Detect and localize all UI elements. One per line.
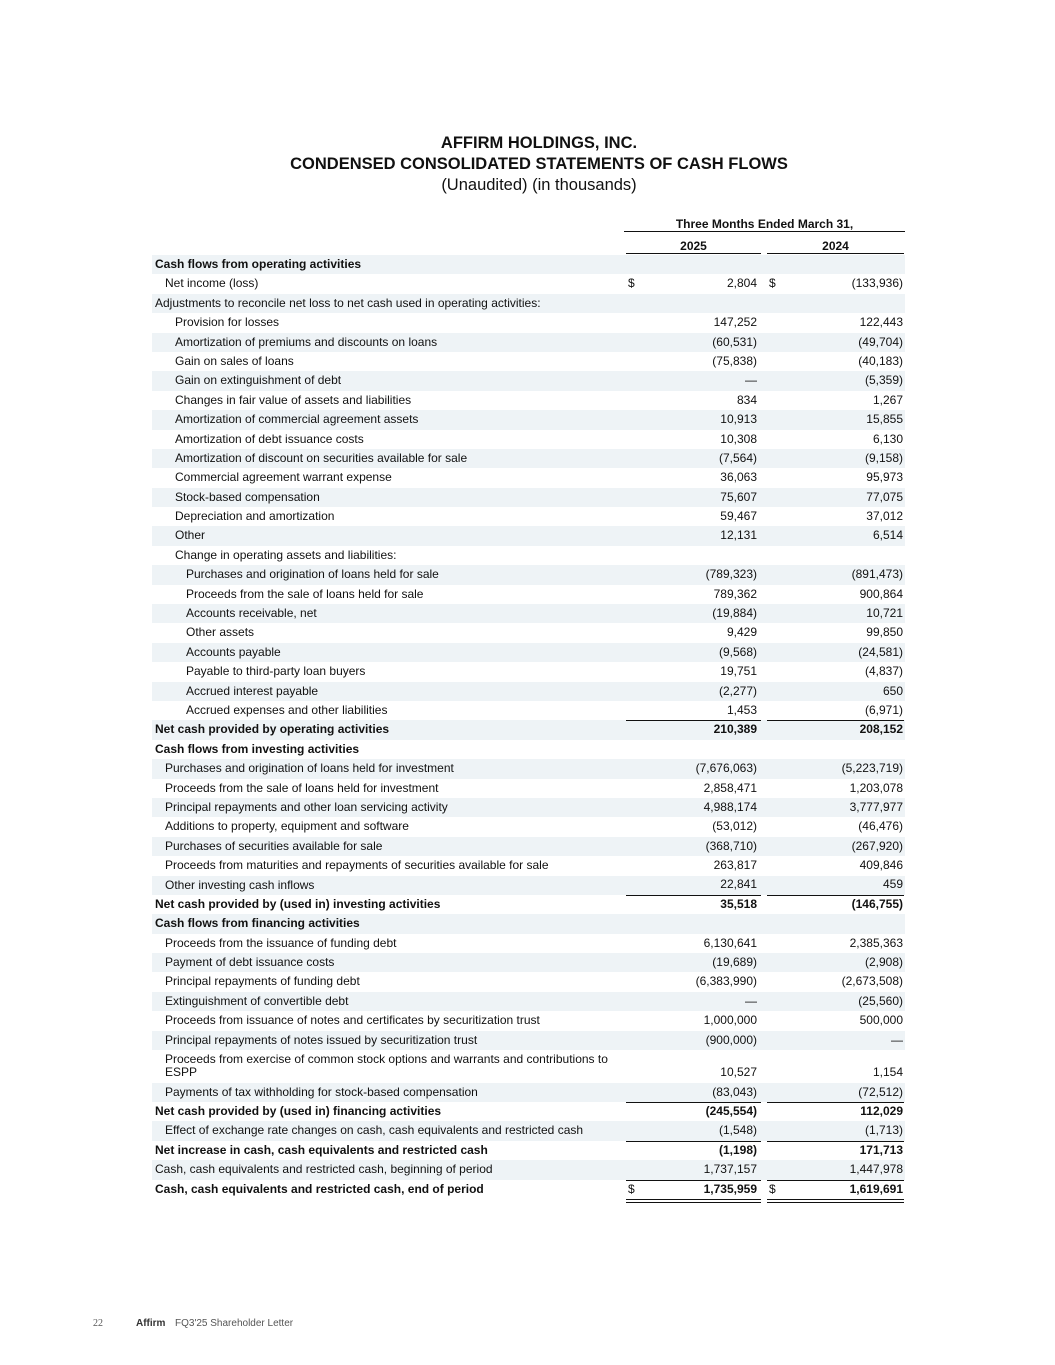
value-2025: — [745,373,757,388]
value-2024: 1,203,078 [849,780,903,795]
row-label: Amortization of premiums and discounts on loans [175,334,438,349]
value-2024: 1,154 [872,1065,903,1080]
total-double-rule [626,1199,761,1203]
value-2025: (6,383,990) [695,974,757,989]
value-2024: 409,846 [859,858,903,873]
footer-document-title: FQ3'25 Shareholder Letter [175,1318,294,1329]
row-label: Other investing cash inflows [165,877,315,892]
value-2025: (7,676,063) [695,761,757,776]
period-header-rule [624,231,905,232]
value-2025: 35,518 [720,896,757,911]
value-2024: 1,619,691 [849,1181,903,1196]
value-2024: 459 [882,877,903,892]
row-label: Additions to property, equipment and software [165,819,409,834]
dollar-sign: $ [628,1181,635,1196]
table-row [152,662,905,681]
table-row [152,430,905,449]
table-row [152,972,905,991]
table-row [152,1011,905,1030]
table-row [152,817,905,836]
value-2024: 37,012 [866,509,903,524]
value-2025: (2,277) [718,683,757,698]
row-label: Adjustments to reconcile net loss to net cash used in operating activities: [155,295,541,310]
value-2025: 19,751 [720,664,757,679]
table-row [152,720,905,739]
table-row [152,837,905,856]
value-2025: 4,988,174 [703,799,757,814]
table-row [152,565,905,584]
value-2024: 900,864 [859,586,903,601]
row-label: Commercial agreement warrant expense [175,470,392,485]
value-2024: 10,721 [866,606,903,621]
value-2025: 210,389 [713,722,757,737]
row-label: Principal repayments of notes issued by securitization trust [165,1032,478,1047]
value-2024: (46,476) [858,819,903,834]
table-row [152,779,905,798]
row-label: Net cash provided by (used in) financing activities [155,1104,442,1118]
value-2025: (9,568) [718,644,757,659]
value-2025: (7,564) [718,450,757,465]
year-2024-header: 2024 [822,239,849,253]
value-2025: 59,467 [720,509,757,524]
row-label: Other assets [186,625,255,640]
table-row [152,488,905,507]
row-label: Net cash provided by operating activities [155,722,390,737]
value-2024: (2,673,508) [841,974,903,989]
value-2024: (40,183) [858,353,903,368]
value-2025: 2,804 [726,276,757,291]
row-label: Cash, cash equivalents and restricted cash, beginning of period [155,1162,493,1177]
table-row [152,953,905,972]
row-label: Payments of tax withholding for stock-based compensation [165,1084,478,1099]
value-2024: 208,152 [859,722,903,737]
statement-subtitle: (Unaudited) (in thousands) [441,176,637,194]
table-row [152,876,905,895]
table-row [152,507,905,526]
table-row [152,856,905,875]
table-row [152,934,905,953]
value-2024: 650 [882,683,903,698]
table-row [152,1031,905,1050]
row-label: Effect of exchange rate changes on cash, cash equivalents and restricted cash [165,1123,584,1138]
total-double-rule [767,1199,904,1203]
table-row [152,371,905,390]
value-2024: 500,000 [859,1013,903,1028]
value-2025: 1,737,157 [703,1162,757,1177]
value-2024: (24,581) [858,644,903,659]
value-2024: 15,855 [866,412,903,427]
value-2025: 75,607 [720,489,757,504]
row-label: Cash flows from investing activities [155,741,360,756]
cash-flow-table [152,255,905,1199]
row-label: Accounts receivable, net [186,606,317,621]
value-2025: (1,548) [718,1123,757,1138]
row-label: Payment of debt issuance costs [165,955,335,970]
row-label: Gain on sales of loans [175,353,294,368]
table-row [152,274,905,293]
table-row [152,313,905,332]
row-label: Cash flows from financing activities [155,916,360,931]
value-2024: 6,130 [872,431,903,446]
company-name: AFFIRM HOLDINGS, INC. [440,134,638,152]
year-2025-rule [626,253,761,254]
row-label: Other [175,528,206,543]
value-2025: (19,884) [712,606,757,621]
table-row [152,468,905,487]
value-2025: (83,043) [712,1084,757,1099]
value-2025: 22,841 [720,877,757,892]
row-label: Proceeds from the issuance of funding debt [165,935,397,950]
year-2025-header: 2025 [680,239,707,253]
table-row [152,255,905,274]
table-row [152,1102,905,1121]
row-label: Changes in fair value of assets and liabilities [175,392,412,407]
table-row [152,546,905,565]
row-label: Gain on extinguishment of debt [175,373,342,388]
table-row [152,604,905,623]
page-number: 22 [93,1318,103,1329]
value-2025: (19,689) [712,955,757,970]
table-row [152,585,905,604]
table-row [152,1180,905,1199]
statement-header [0,133,1055,196]
value-2024: 1,447,978 [849,1162,903,1177]
row-label: Purchases and origination of loans held for sale [186,567,439,582]
value-2024: 99,850 [866,625,903,640]
table-row [152,740,905,759]
table-row [152,798,905,817]
row-label: Accounts payable [186,644,281,659]
value-2025: 9,429 [726,625,757,640]
table-row [152,1160,905,1179]
value-2025: 1,735,959 [703,1181,757,1196]
row-label: Amortization of commercial agreement assets [175,412,419,427]
value-2025: 1,453 [726,702,757,717]
value-2024: (5,359) [864,373,903,388]
table-row [152,449,905,468]
value-2024: (133,936) [851,276,903,291]
table-row [152,701,905,720]
table-row [152,352,905,371]
row-label: Amortization of debt issuance costs [175,431,364,446]
value-2025: (53,012) [712,819,757,834]
table-row [152,992,905,1011]
value-2025: (245,554) [705,1103,757,1118]
value-2025: (1,198) [718,1142,757,1157]
dollar-sign: $ [769,1181,776,1196]
table-row [152,895,905,914]
value-2025: 10,308 [720,431,757,446]
value-2024: 3,777,977 [849,799,903,814]
table-row [152,682,905,701]
row-label: Proceeds from the sale of loans held for investment [165,780,439,795]
row-label: Accrued expenses and other liabilities [186,702,388,717]
row-label: Principal repayments of funding debt [165,974,360,989]
dollar-sign: $ [769,276,776,291]
value-2025: 6,130,641 [703,935,757,950]
value-2024: (146,755) [851,896,903,911]
value-2024: (6,971) [864,702,903,717]
value-2025: 10,527 [720,1065,757,1080]
value-2025: 2,858,471 [703,780,757,795]
row-label: Proceeds from exercise of common stock options and warrants and contributions to ESPP [165,1052,608,1079]
row-label: Net increase in cash, cash equivalents and restricted cash [155,1142,488,1157]
value-2025: (75,838) [712,353,757,368]
value-2024: 1,267 [872,392,903,407]
value-2024: (5,223,719) [841,761,903,776]
table-row [152,759,905,778]
table-row [152,410,905,429]
value-2024: (2,908) [864,955,903,970]
value-2024: 95,973 [866,470,903,485]
row-label: Provision for losses [175,315,280,330]
row-label: Stock-based compensation [175,489,320,504]
value-2025: 12,131 [720,528,757,543]
value-2025: (368,710) [705,838,757,853]
table-row [152,1083,905,1102]
value-2024: 112,029 [860,1103,903,1118]
value-2025: 263,817 [713,858,757,873]
row-label: Net income (loss) [165,276,259,291]
row-label: Accrued interest payable [186,683,319,698]
value-2024: (1,713) [864,1123,903,1138]
value-2025: (900,000) [705,1032,757,1047]
year-2024-rule [767,253,904,254]
value-2024: 77,075 [866,489,903,504]
row-label: Payable to third-party loan buyers [186,664,366,679]
row-label: Cash, cash equivalents and restricted cash, end of period [155,1181,484,1196]
table-row [152,914,905,933]
value-2024: 2,385,363 [849,935,903,950]
value-2024: (49,704) [858,334,903,349]
table-row [152,333,905,352]
value-2024: (9,158) [864,450,903,465]
table-row [152,294,905,313]
value-2025: (60,531) [712,334,757,349]
value-2025: 789,362 [713,586,757,601]
value-2024: 171,713 [859,1142,903,1157]
value-2025: 10,913 [720,412,757,427]
value-2024: 122,443 [859,315,903,330]
row-label: Cash flows from operating activities [155,257,362,271]
row-label: Net cash provided by (used in) investing activities [155,896,441,911]
value-2024: — [891,1032,903,1047]
row-label: Purchases and origination of loans held for investment [165,761,454,776]
value-2024: (267,920) [851,838,903,853]
row-label: Principal repayments and other loan servicing activity [165,799,448,814]
table-row [152,643,905,662]
value-2025: 834 [736,392,757,407]
period-header: Three Months Ended March 31, [675,217,854,231]
value-2024: (4,837) [864,664,903,679]
row-label: Extinguishment of convertible debt [165,993,349,1008]
footer-brand: Affirm [136,1318,166,1329]
table-row [152,1121,905,1140]
table-row [152,391,905,410]
row-label: Purchases of securities available for sale [165,838,383,853]
row-label: Change in operating assets and liabilities: [175,547,397,562]
row-label: Amortization of discount on securities available for sale [175,450,468,465]
statement-title: CONDENSED CONSOLIDATED STATEMENTS OF CASH FLOWS [290,155,788,173]
table-row [152,1141,905,1160]
table-row [152,526,905,545]
row-label: Proceeds from issuance of notes and certificates by securitization trust [165,1013,540,1028]
dollar-sign: $ [628,276,635,291]
table-row [152,1050,905,1083]
value-2025: 36,063 [720,470,757,485]
value-2025: 1,000,000 [703,1013,757,1028]
value-2025: (789,323) [705,567,757,582]
value-2024: (891,473) [851,567,903,582]
value-2025: — [745,993,757,1008]
row-label: Proceeds from the sale of loans held for sale [186,586,424,601]
value-2025: 147,252 [713,315,757,330]
value-2024: 6,514 [872,528,903,543]
row-label: Proceeds from maturities and repayments of securities available for sale [165,858,549,873]
row-label: Depreciation and amortization [175,509,335,524]
value-2024: (25,560) [858,993,903,1008]
value-2024: (72,512) [858,1084,903,1099]
table-row [152,623,905,642]
